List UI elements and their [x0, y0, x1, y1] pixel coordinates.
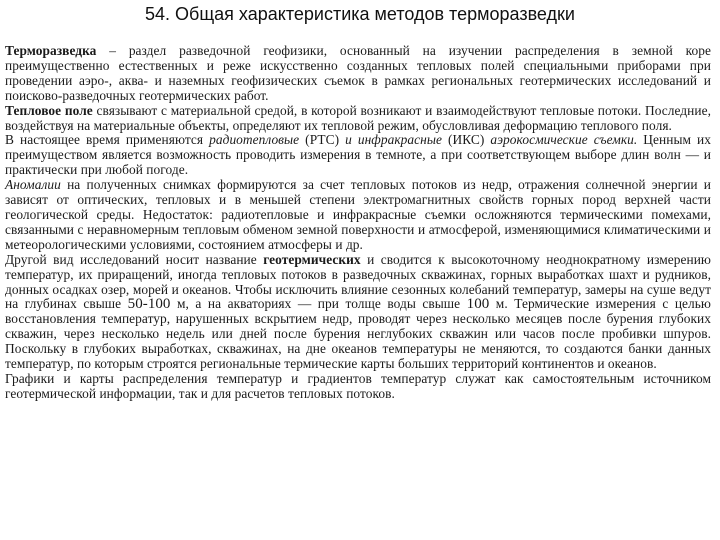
- slide-body: [5, 44, 711, 402]
- paragraph-text: Другой вид исследований носит название: [5, 251, 264, 267]
- paragraph-text: м. Термические измерения с целью восстановления температур, нарушенных вскрытием недр, проводят через несколько месяцев после бурения глубоких скважин, через несколько недель или дней после бурения неглубоких скважин или часов после пробивки шпуров. Поскольку в глубоких выработках, скважинах, на дне океанов температуры не меняются, то создаются банки данных температур, по которым строятся региональные термические карты больших территорий континентов и океанов.: [5, 296, 711, 372]
- italic-term: аэрокосмические съемки.: [490, 132, 638, 148]
- italic-term: Аномалии: [5, 177, 61, 193]
- paragraph-text: Ценным их преимуществом является возможность проводить измерения в темноте, а при соответствующем выборе длин волн — и практически при любой погоде.: [5, 132, 711, 178]
- italic-term: радиотепловые: [209, 132, 300, 148]
- term-thermal-field: Тепловое поле: [5, 102, 93, 118]
- paragraph-geothermal: [5, 253, 711, 372]
- paragraph-anomalies: [5, 178, 711, 253]
- paragraph-text: связывают с материальной средой, в которой возникают и взаимодействуют тепловые потоки. Последние, воздействуя на материальные объекты, определяют их тепловой режим, обусловливая деформацию теплового поля.: [5, 102, 711, 133]
- depth-range-value: 50-100: [127, 296, 171, 313]
- term-geothermal: геотермических: [263, 251, 361, 267]
- paragraph-maps: [5, 372, 711, 402]
- italic-term: и инфракрасные: [345, 132, 442, 148]
- slide-title: 54. Общая характеристика методов терморазведки: [145, 4, 575, 24]
- paragraph-text: на полученных снимках формируются за счет тепловых потоков из недр, отражения солнечной энергии и зависят от оптических, тепловых и в меньшей степени электромагнитных свойств горных пород верхней части геологической среды. Недостаток: радиотепловые и инфракрасные съемки осложняются термическими помехами, связанными с неравномерным тепловым обменом земной поверхности и атмосферой, изменяющимися климатическими и метеорологическими условиями, состоянием атмосферы и др.: [5, 177, 711, 252]
- term-thermal-prospecting: Терморазведка: [5, 43, 97, 58]
- paragraph-text: (ИКС): [441, 132, 491, 148]
- paragraph-text: м, а на акваториях — при толще воды свыше: [170, 296, 467, 312]
- paragraph-text: и сводится к высокоточному неоднократному измерению температур, их приращений, иногда тепловых потоков в разведочных скважинах, горных выработках шахт и рудников, донных осадках озер, морей и океанов. Чтобы исключить влияние сезонных колебаний температур, замеры на суше ведут на глубинах свыше: [5, 251, 711, 312]
- paragraph-surveys: [5, 133, 711, 178]
- paragraph-text: – раздел разведочной геофизики, основанный на изучении распределения в земной коре преимущественно естественных и реже искусственно созданных тепловых полей специальными приборами при проведении аэро-, аква- и наземных геофизических съемок в рамках региональных геотермических исследований и поисково-разведочных геотермических работ.: [5, 43, 711, 103]
- paragraph-thermal-field: [5, 104, 711, 134]
- water-depth-value: 100: [466, 296, 490, 313]
- paragraph-definition: [5, 44, 711, 104]
- paragraph-text: В настоящее время применяются: [5, 132, 210, 148]
- paragraph-text: (РТС): [299, 132, 346, 148]
- paragraph-text: Графики и карты распределения температур и градиентов температур служат как самостоятельным источником геотермической информации, так и для расчетов тепловых потоков.: [5, 370, 711, 401]
